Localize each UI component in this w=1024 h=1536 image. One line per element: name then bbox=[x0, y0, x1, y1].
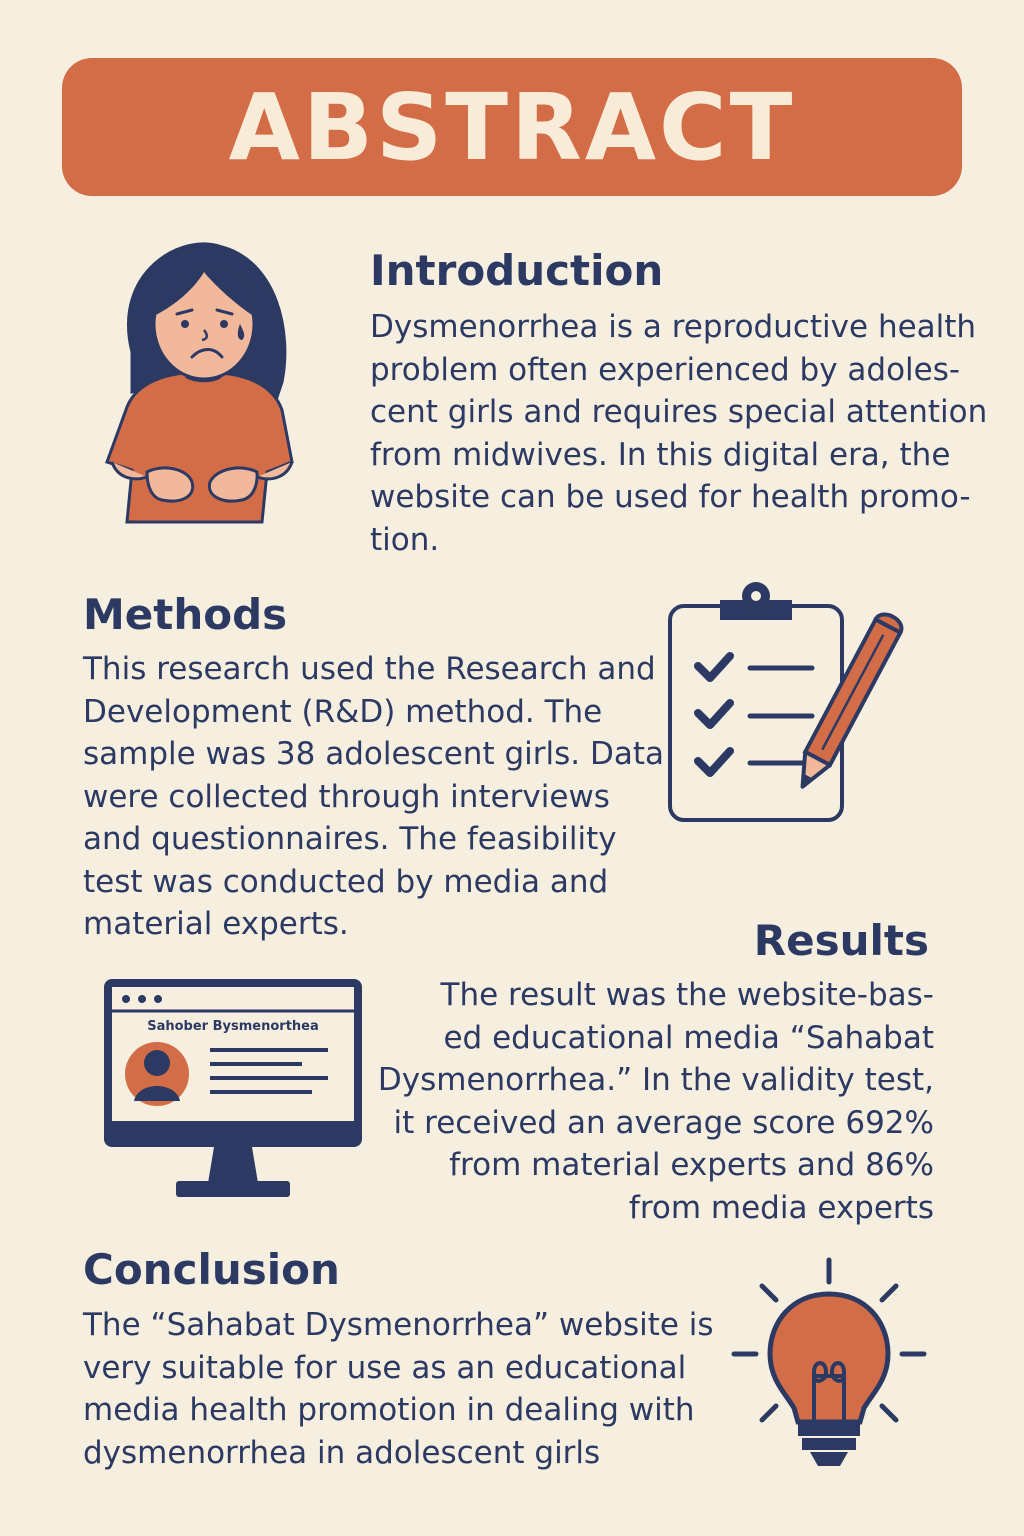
introduction-heading: Introduction bbox=[370, 246, 664, 295]
methods-line: test was conducted by media and bbox=[83, 863, 609, 900]
results-line: from media experts bbox=[628, 1189, 934, 1226]
introduction-line: website can be used for health promo- bbox=[370, 479, 971, 515]
methods-text bbox=[83, 648, 664, 946]
methods-line: material experts. bbox=[83, 906, 349, 942]
results-heading: Results bbox=[753, 916, 929, 965]
conclusion-line: very suitable for use as an educational bbox=[83, 1349, 687, 1386]
conclusion-text bbox=[83, 1304, 714, 1474]
lightbulb-idea-icon bbox=[726, 1252, 932, 1474]
girl-with-stomach-pain-icon bbox=[92, 232, 312, 532]
clipboard-checklist-pencil-icon bbox=[660, 578, 940, 828]
introduction-line: cent girls and requires special attention bbox=[370, 394, 988, 430]
website-monitor-icon bbox=[102, 977, 364, 1199]
conclusion-line: dysmenorrhea in adolescent girls bbox=[83, 1434, 601, 1471]
introduction-line: tion. bbox=[370, 521, 440, 558]
methods-line: and questionnaires. The feasibility bbox=[83, 821, 617, 857]
methods-line: Development (R&D) method. The bbox=[83, 693, 603, 730]
results-line: ed educational media “Sahabat bbox=[443, 1019, 934, 1056]
results-line: it received an average score 692% bbox=[393, 1104, 934, 1141]
results-line: Dysmenorrhea.” In the validity test, bbox=[377, 1062, 934, 1098]
methods-line: This research used the Research and bbox=[83, 651, 656, 687]
results-text bbox=[374, 974, 934, 1229]
page-title: ABSTRACT bbox=[228, 73, 796, 181]
introduction-text bbox=[370, 306, 987, 561]
conclusion-line: The “Sahabat Dysmenorrhea” website is bbox=[83, 1307, 714, 1343]
methods-line: were collected through interviews bbox=[83, 778, 610, 815]
introduction-line: Dysmenorrhea is a reproductive health bbox=[370, 309, 977, 345]
results-line: The result was the website-bas- bbox=[440, 977, 934, 1013]
title-banner bbox=[62, 58, 962, 196]
introduction-line: from midwives. In this digital era, the bbox=[370, 436, 951, 473]
methods-line: sample was 38 adolescent girls. Data bbox=[83, 736, 664, 772]
methods-heading: Methods bbox=[83, 590, 288, 639]
monitor-site-title: Sahober Bysmenorthea bbox=[147, 1019, 319, 1034]
introduction-line: problem often experienced by adoles- bbox=[370, 351, 961, 388]
results-line: from material experts and 86% bbox=[449, 1147, 934, 1183]
conclusion-line: media health promotion in dealing with bbox=[83, 1392, 695, 1428]
conclusion-heading: Conclusion bbox=[83, 1245, 340, 1294]
